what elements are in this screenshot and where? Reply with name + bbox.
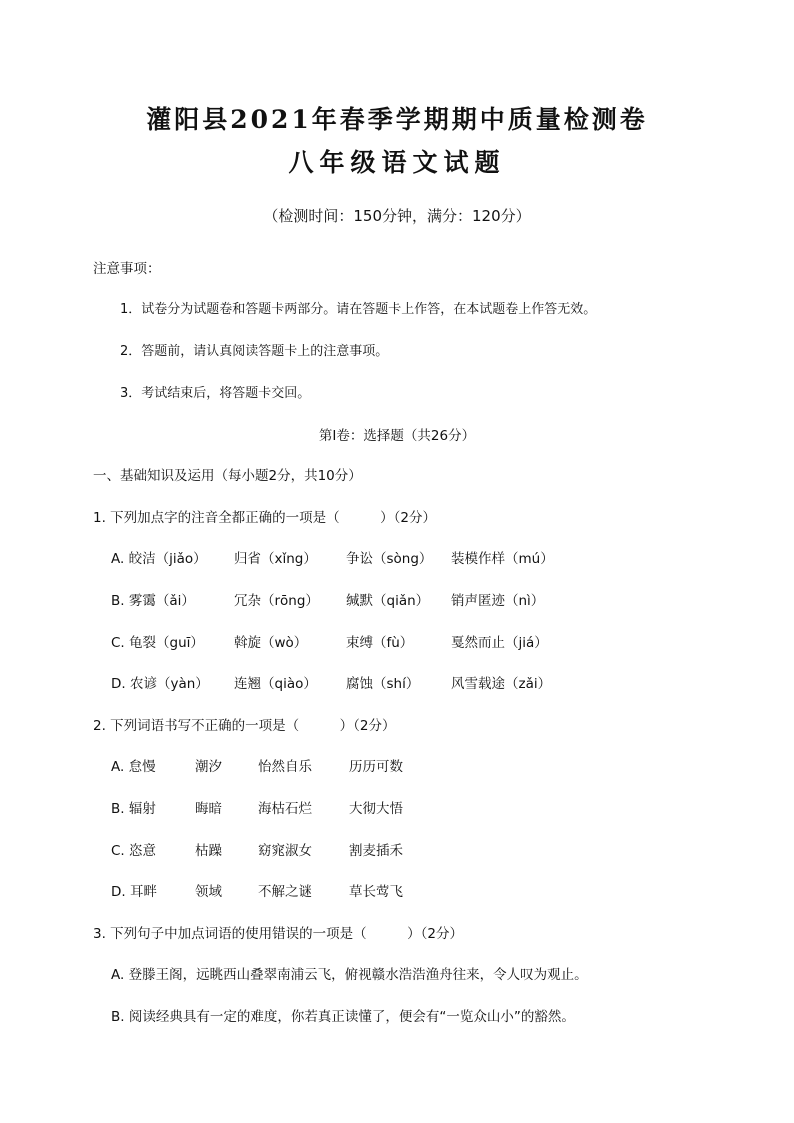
- notice-heading: 注意事项：: [93, 261, 161, 277]
- option-item: 窈窕淑女: [258, 843, 312, 859]
- option-item: 不解之谜: [258, 884, 312, 900]
- option-item: 斡旋（wò）: [234, 635, 308, 651]
- option-item: 历历可数: [349, 759, 403, 775]
- option-item: C. 龟裂（guī）: [111, 635, 204, 651]
- option-item: D. 耳畔: [111, 884, 157, 900]
- option-item: 风雪载途（zǎi）: [451, 676, 552, 692]
- option-item: 销声匿迹（nì）: [451, 593, 545, 609]
- option-item: 枯躁: [195, 843, 222, 859]
- option-item: C. 恣意: [111, 843, 157, 859]
- question-stem: 1. 下列加点字的注音全都正确的一项是（ ）（2分）: [93, 510, 437, 526]
- option-item: 草长莺飞: [349, 884, 403, 900]
- part-title: 第Ⅰ卷：选择题（共26分）: [318, 428, 476, 444]
- option-item: 大彻大悟: [349, 801, 403, 817]
- option-item: 装模作样（mú）: [451, 551, 554, 567]
- option-item: 潮汐: [195, 759, 222, 775]
- notice-item: 2．答题前，请认真阅读答题卡上的注意事项。: [120, 344, 389, 359]
- option-item: 怡然自乐: [258, 759, 312, 775]
- option-item: A. 登滕王阁，远眺西山叠翠南浦云飞，俯视赣水浩浩渔舟往来，令人叹为观止。: [111, 967, 588, 983]
- exam-time-score: （检测时间：150分钟，满分：120分）: [263, 207, 531, 225]
- notice-item: 3．考试结束后，将答题卡交回。: [120, 386, 311, 401]
- option-item: 腐蚀（shí）: [346, 676, 420, 692]
- exam-title: 灌阳县2021年春季学期期中质量检测卷: [146, 105, 648, 134]
- option-item: 海枯石烂: [258, 801, 312, 817]
- option-item: 割麦插禾: [349, 843, 403, 859]
- option-item: D. 农谚（yàn）: [111, 676, 209, 692]
- question-stem: 3. 下列句子中加点词语的使用错误的一项是（ ）（2分）: [93, 926, 464, 942]
- option-item: A. 怠慢: [111, 759, 156, 775]
- section-title: 一、基础知识及运用（每小题2分，共10分）: [93, 468, 362, 484]
- option-item: 束缚（fù）: [346, 635, 414, 651]
- option-item: B. 辐射: [111, 801, 156, 817]
- notice-item: 1．试卷分为试题卷和答题卡两部分。请在答题卡上作答，在本试题卷上作答无效。: [120, 302, 597, 317]
- option-item: A. 皎洁（jiǎo）: [111, 551, 207, 567]
- option-item: 争讼（sòng）: [346, 551, 433, 567]
- option-item: 戛然而止（jiá）: [451, 635, 548, 651]
- option-item: B. 阅读经典具有一定的难度，你若真正读懂了，便会有“一览众山小”的豁然。: [111, 1009, 575, 1025]
- option-item: B. 雾霭（ǎi）: [111, 593, 195, 609]
- option-item: 冗杂（rōng）: [234, 593, 319, 609]
- option-item: 连翘（qiào）: [234, 676, 317, 692]
- option-item: 领域: [195, 884, 222, 900]
- option-item: 归省（xǐng）: [234, 551, 317, 567]
- option-item: 缄默（qiǎn）: [346, 593, 430, 609]
- option-item: 晦暗: [195, 801, 222, 817]
- question-stem: 2. 下列词语书写不正确的一项是（ ）（2分）: [93, 718, 396, 734]
- exam-subtitle-grade: 八年级语文试题: [288, 148, 506, 177]
